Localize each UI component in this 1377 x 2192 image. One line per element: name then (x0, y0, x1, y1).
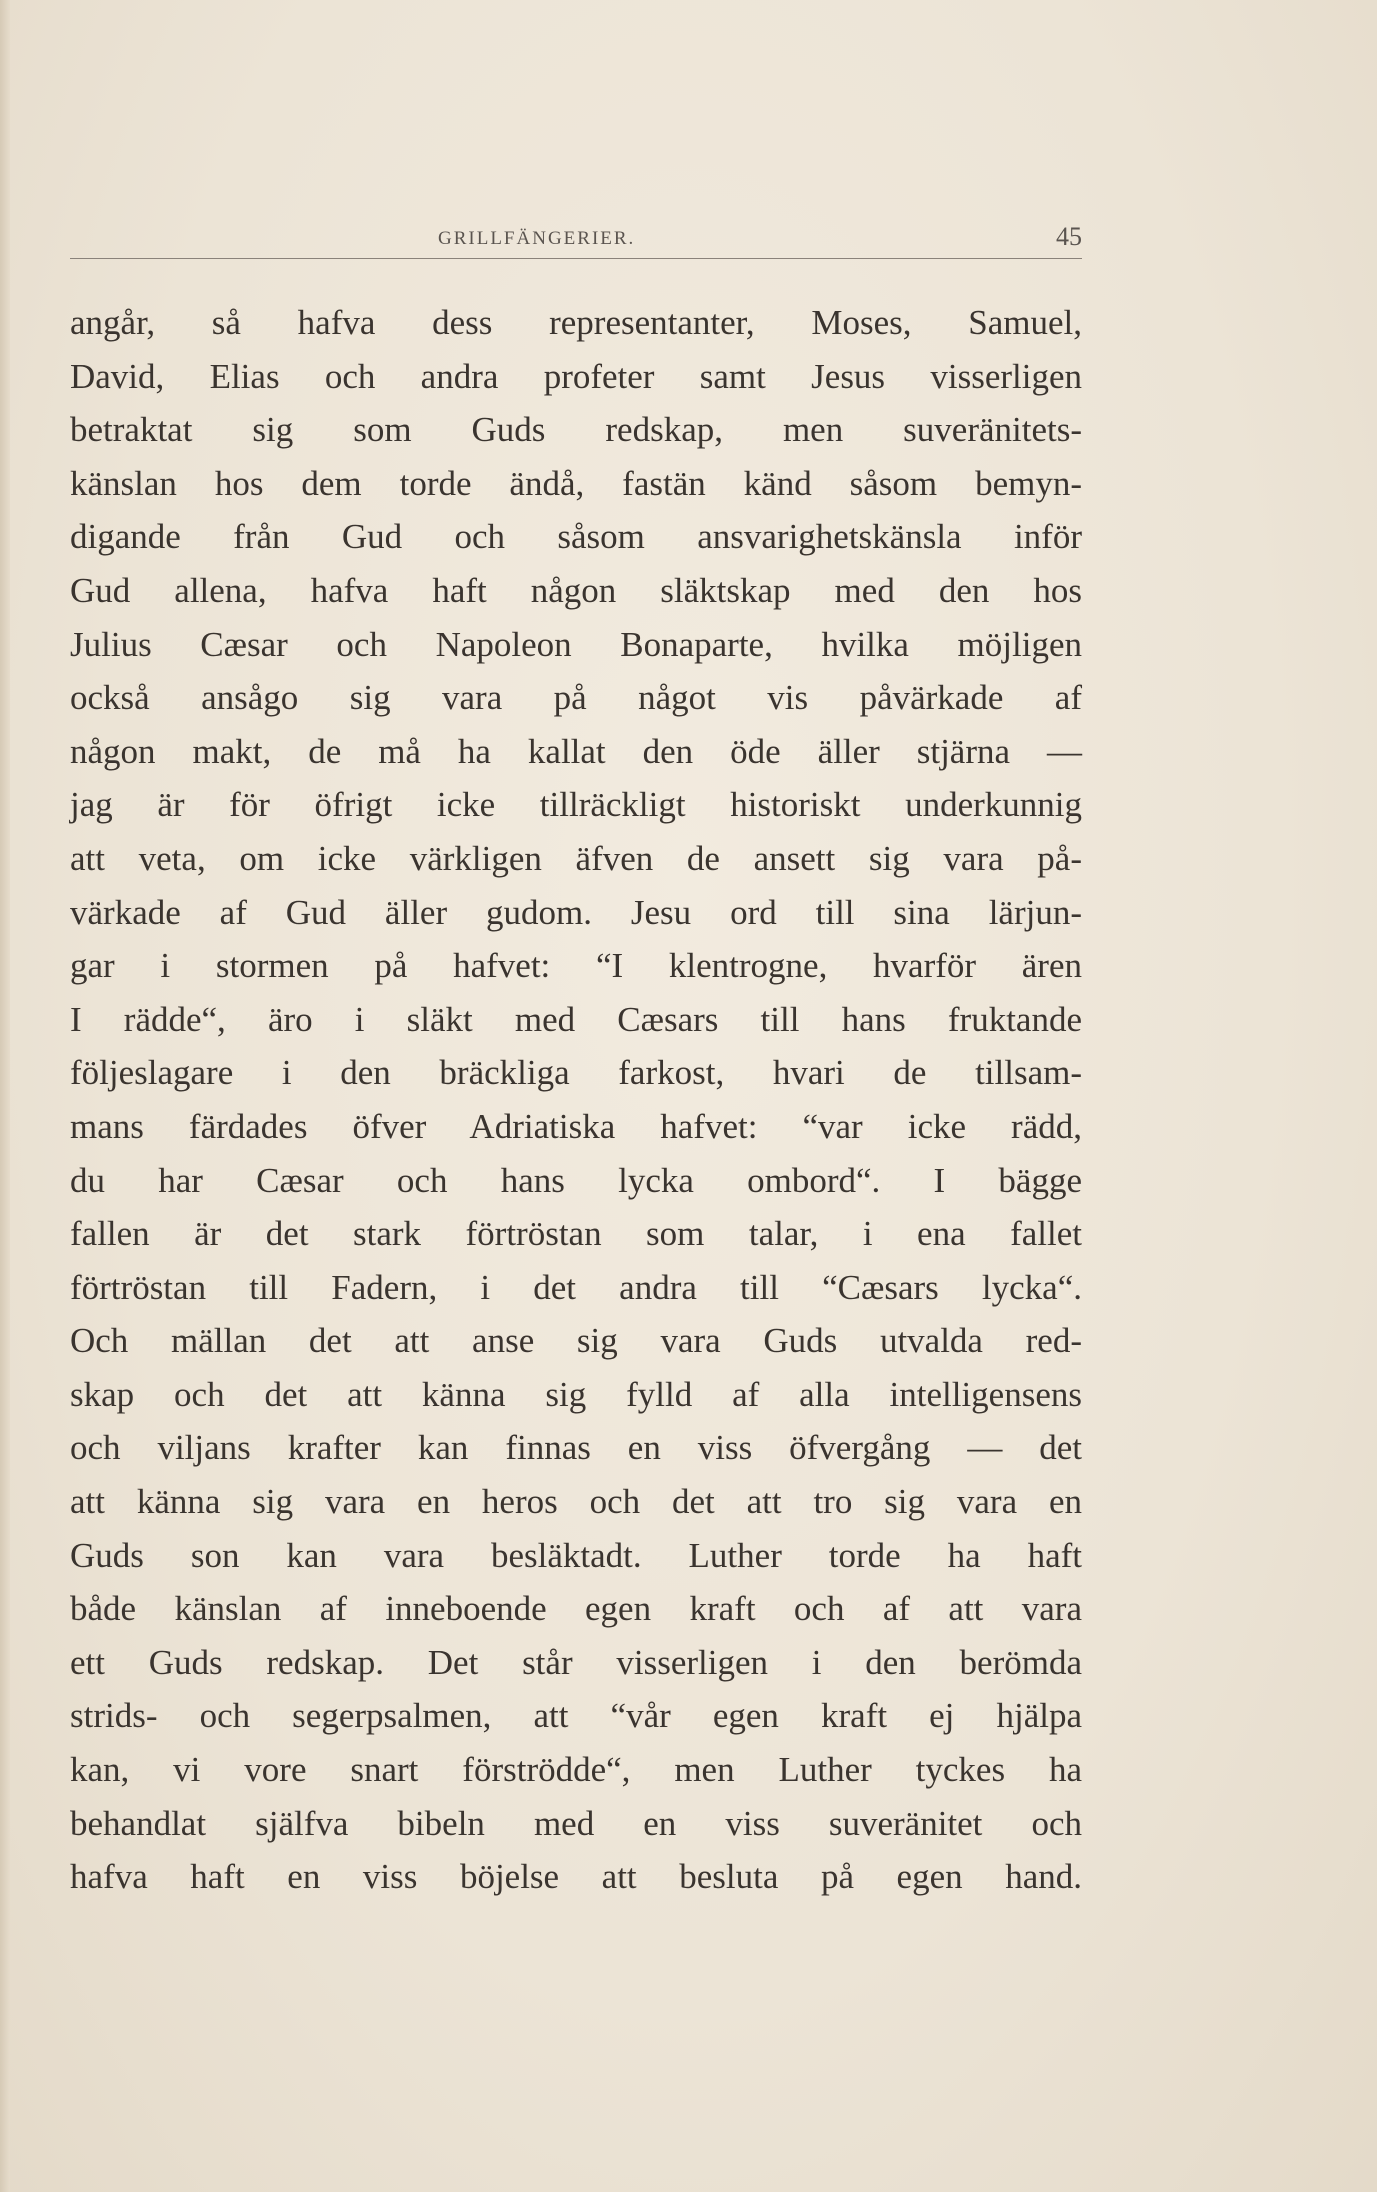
text-line: Och mällan det att anse sig vara Guds utvalda red- (70, 1321, 1082, 1361)
text-line: förtröstan till Fadern, i det andra till “Cæsars lycka“. (70, 1267, 1082, 1307)
text-line: du har Cæsar och hans lycka ombord“. I bägge (70, 1160, 1082, 1200)
text-line: digande från Gud och såsom ansvarighetskänsla inför (70, 517, 1082, 557)
text-line: kan, vi vore snart förströdde“, men Luther tyckes ha (70, 1750, 1082, 1790)
running-head: GRILLFÄNGERIER. (438, 228, 636, 249)
text-line: både känslan af inneboende egen kraft och af att vara (70, 1589, 1082, 1629)
text-line: känslan hos dem torde ändå, fastän känd såsom bemyn- (70, 463, 1082, 503)
text-line: mans färdades öfver Adriatiska hafvet: “var icke rädd, (70, 1106, 1082, 1146)
text-line: behandlat själfva bibeln med en viss suveränitet och (70, 1803, 1082, 1843)
text-line: betraktat sig som Guds redskap, men suveränitets- (70, 410, 1082, 450)
page-number: 45 (1056, 222, 1082, 251)
page-header (70, 218, 1082, 259)
text-line: värkade af Gud äller gudom. Jesu ord till sina lärjun- (70, 892, 1082, 932)
text-line: att veta, om icke värkligen äfven de ansett sig vara på- (70, 838, 1082, 878)
text-line: jag är för öfrigt icke tillräckligt historiskt underkunnig (70, 785, 1082, 825)
text-line: fallen är det stark förtröstan som talar, i ena fallet (70, 1214, 1082, 1254)
text-line: hafva haft en viss böjelse att besluta på egen hand. (70, 1857, 1082, 1897)
text-line: också ansågo sig vara på något vis påvärkade af (70, 678, 1082, 718)
body-text (70, 296, 1082, 1904)
text-line: ett Guds redskap. Det står visserligen i den berömda (70, 1642, 1082, 1682)
text-line: och viljans krafter kan finnas en viss öfvergång — det (70, 1428, 1082, 1468)
text-line: skap och det att känna sig fylld af alla intelligensens (70, 1374, 1082, 1414)
text-line: strids- och segerpsalmen, att “vår egen kraft ej hjälpa (70, 1696, 1082, 1736)
text-line: Gud allena, hafva haft någon släktskap med den hos (70, 570, 1082, 610)
text-line: I rädde“, äro i släkt med Cæsars till hans fruktande (70, 999, 1082, 1039)
text-line: Guds son kan vara besläktadt. Luther torde ha haft (70, 1535, 1082, 1575)
text-line: att känna sig vara en heros och det att tro sig vara en (70, 1482, 1082, 1522)
page-binding-edge (0, 0, 10, 2192)
text-line: David, Elias och andra profeter samt Jesus visserligen (70, 356, 1082, 396)
text-line: Julius Cæsar och Napoleon Bonaparte, hvilka möjligen (70, 624, 1082, 664)
text-line: någon makt, de må ha kallat den öde äller stjärna — (70, 731, 1082, 771)
text-line: följeslagare i den bräckliga farkost, hvari de tillsam- (70, 1053, 1082, 1093)
text-line: gar i stormen på hafvet: “I klentrogne, hvarför ären (70, 946, 1082, 986)
text-line: angår, så hafva dess representanter, Moses, Samuel, (70, 303, 1082, 342)
